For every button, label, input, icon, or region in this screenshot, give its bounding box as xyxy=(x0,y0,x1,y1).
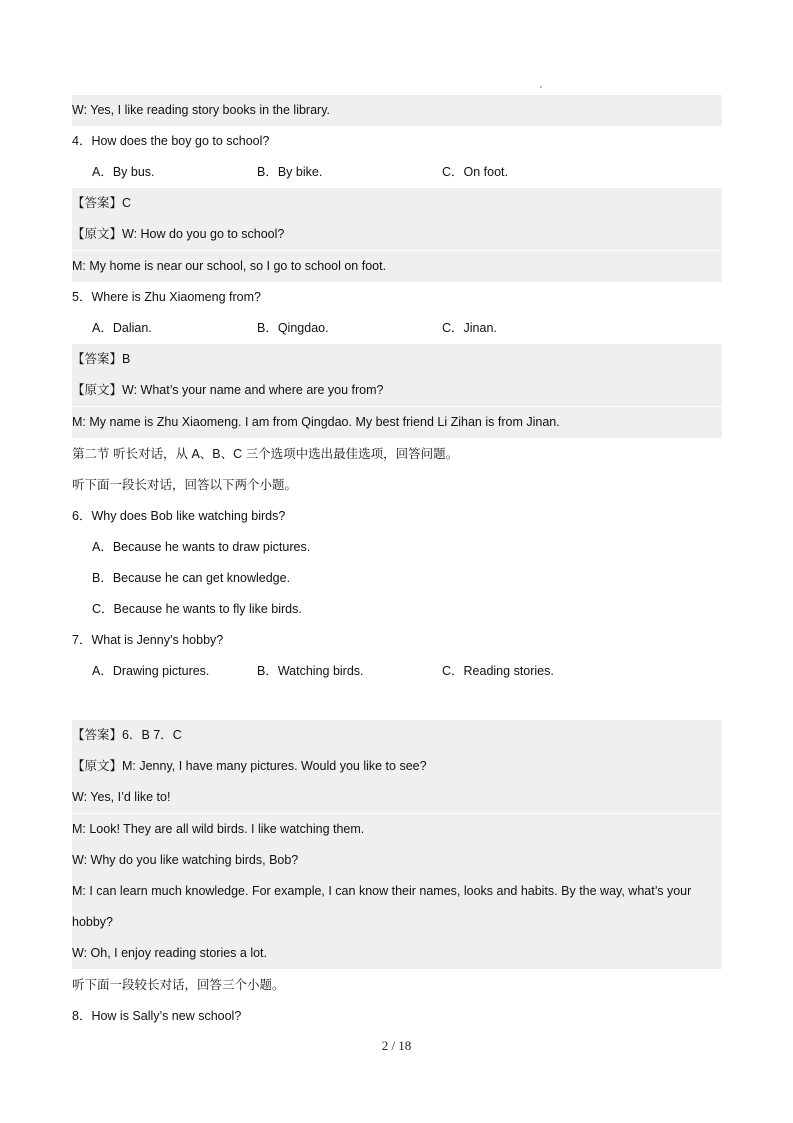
option-b: B．Because he can get knowledge. xyxy=(92,571,291,585)
option-c: C．On foot. xyxy=(442,165,508,179)
answer-5: 【答案】B xyxy=(72,344,722,375)
instruction: 听下面一段长对话，回答以下两个小题。 xyxy=(72,478,298,492)
question-5-options xyxy=(72,313,722,344)
question-8: 8．How is Sally’s new school? xyxy=(72,1009,242,1023)
answer-6-7: 【答案】6．B 7．C xyxy=(72,720,722,751)
section-2-heading: 第二节 听长对话，从 A、B、C 三个选项中选出最佳选项，回答问题。 xyxy=(72,447,459,461)
instruction: 听下面一段较长对话，回答三个小题。 xyxy=(72,978,285,992)
option-c: C．Because he wants to fly like birds. xyxy=(92,602,302,616)
transcript-line: M: My name is Zhu Xiaomeng. I am from Qingdao. My best friend Li Zihan is from Jinan. xyxy=(72,407,722,438)
question-5: 5．Where is Zhu Xiaomeng from? xyxy=(72,290,261,304)
option-b: B．Qingdao. xyxy=(257,321,329,335)
transcript-line: W: Yes, I’d like to! xyxy=(72,782,722,813)
option-a: A．Dalian. xyxy=(92,321,152,335)
transcript-line: 【原文】M: Jenny, I have many pictures. Would you like to see? xyxy=(72,751,722,782)
transcript-line: M: I can learn much knowledge. For example, I can know their names, looks and habits. By the way, what’s your xyxy=(72,876,722,907)
transcript-line: W: Why do you like watching birds, Bob? xyxy=(72,845,722,876)
option-b: B．By bike. xyxy=(257,165,323,179)
answer-4: 【答案】C xyxy=(72,188,722,219)
transcript-line: M: Look! They are all wild birds. I like watching them. xyxy=(72,814,722,845)
transcript-line: M: My home is near our school, so I go to school on foot. xyxy=(72,251,722,282)
transcript-line: 【原文】W: What’s your name and where are you from? xyxy=(72,375,722,406)
question-4: 4．How does the boy go to school? xyxy=(72,134,270,148)
transcript-line: W: Oh, I enjoy reading stories a lot. xyxy=(72,938,722,969)
question-7-options xyxy=(72,656,722,687)
option-c: C．Reading stories. xyxy=(442,664,554,678)
option-a: A．Because he wants to draw pictures. xyxy=(92,540,311,554)
option-a: A．By bus. xyxy=(92,165,155,179)
option-b: B．Watching birds. xyxy=(257,664,364,678)
page-number: 2 / 18 xyxy=(381,1038,412,1053)
transcript-line: 【原文】W: How do you go to school? xyxy=(72,219,722,250)
transcript-line: hobby? xyxy=(72,907,722,938)
transcript-line: W: Yes, I like reading story books in the library. xyxy=(72,95,722,126)
option-c: C．Jinan. xyxy=(442,321,497,335)
option-a: A．Drawing pictures. xyxy=(92,664,210,678)
question-7: 7．What is Jenny’s hobby? xyxy=(72,633,224,647)
scan-dot xyxy=(540,86,542,88)
question-6: 6．Why does Bob like watching birds? xyxy=(72,509,286,523)
question-4-options xyxy=(72,157,722,188)
